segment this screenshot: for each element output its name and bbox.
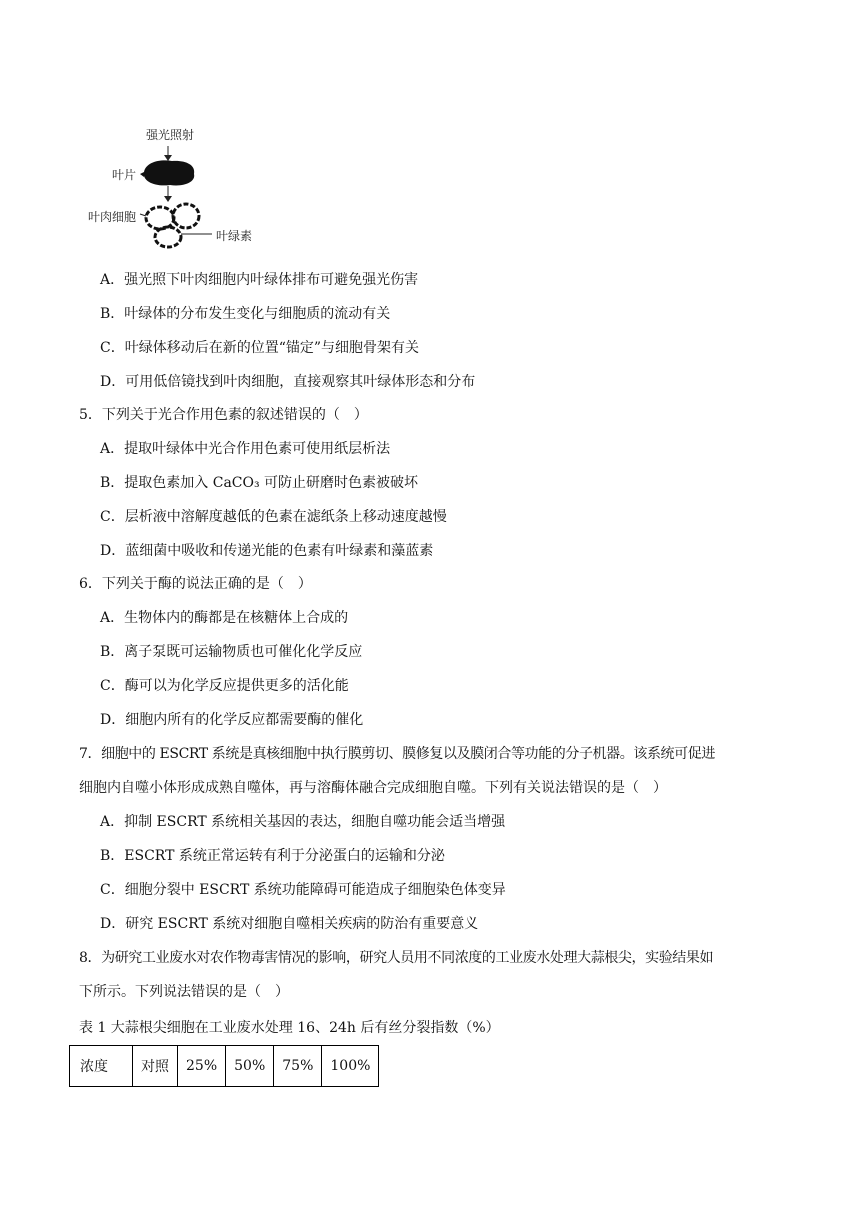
q4-option-c: C．叶绿体移动后在新的位置“锚定”与细胞骨架有关	[100, 340, 420, 356]
q8-stem-line1: 8．为研究工业废水对农作物毒害情况的影响，研究人员用不同浓度的工业废水处理大蒜根尖，实验结果如	[79, 950, 714, 966]
q6-option-c: C．酶可以为化学反应提供更多的活化能	[100, 678, 349, 694]
q6-option-a: A．生物体内的酶都是在核糖体上合成的	[100, 610, 349, 626]
label-mesophyll-cell: 叶肉细胞	[88, 210, 137, 224]
label-strong-light: 强光照射	[146, 128, 195, 142]
q7-option-b: B．ESCRT 系统正常运转有利于分泌蛋白的运输和分泌	[100, 848, 445, 864]
concentration-table	[69, 1045, 379, 1087]
cell-outline	[173, 204, 199, 228]
table-cell: 50%	[226, 1046, 274, 1087]
q4-option-b: B．叶绿体的分布发生变化与细胞质的流动有关	[100, 306, 391, 322]
q8-stem-line2: 下所示。下列说法错误的是（ ）	[79, 984, 289, 1000]
cell-outline	[155, 227, 181, 247]
chloroplast-diagram	[88, 124, 288, 252]
cell-outline	[146, 207, 174, 229]
q6-option-d: D．细胞内所有的化学反应都需要酶的催化	[100, 712, 364, 728]
q7-stem-line1: 7．细胞中的 ESCRT 系统是真核细胞中执行膜剪切、膜修复以及膜闭合等功能的分子机器。该系统可促进	[79, 746, 715, 762]
q5-stem: 5．下列关于光合作用色素的叙述错误的（ ）	[79, 407, 368, 423]
label-leaf: 叶片	[112, 168, 137, 182]
table-row	[70, 1046, 379, 1087]
q7-option-a: A．抑制 ESCRT 系统相关基因的表达，细胞自噬功能会适当增强	[100, 814, 506, 830]
label-chloroplast: 叶绿素	[216, 229, 253, 243]
q4-option-a: A．强光照下叶肉细胞内叶绿体排布可避免强光伤害	[100, 272, 419, 288]
q6-option-b: B．离子泵既可运输物质也可催化化学反应	[100, 644, 363, 660]
arrow-head-icon	[164, 155, 172, 161]
q6-stem: 6．下列关于酶的说法正确的是（ ）	[79, 576, 312, 592]
q7-option-d: D．研究 ESCRT 系统对细胞自噬相关疾病的防治有重要意义	[100, 916, 479, 932]
q5-option-c: C．层析液中溶解度越低的色素在滤纸条上移动速度越慢	[100, 509, 447, 525]
q5-option-b: B．提取色素加入 CaCO₃ 可防止研磨时色素被破坏	[100, 475, 419, 491]
table-cell: 100%	[322, 1046, 379, 1087]
q5-option-a: A．提取叶绿体中光合作用色素可使用纸层析法	[100, 441, 391, 457]
q7-stem-line2: 细胞内自噬小体形成成熟自噬体，再与溶酶体融合完成细胞自噬。下列有关说法错误的是（ ）	[79, 780, 667, 796]
table-cell: 25%	[178, 1046, 226, 1087]
table-cell: 浓度	[70, 1046, 133, 1087]
table-cell: 75%	[274, 1046, 322, 1087]
diagram-svg	[88, 124, 288, 252]
q4-option-d: D．可用低倍镜找到叶肉细胞，直接观察其叶绿体形态和分布	[100, 374, 476, 390]
q5-option-d: D．蓝细菌中吸收和传递光能的色素有叶绿素和藻蓝素	[100, 543, 434, 559]
table-cell: 对照	[133, 1046, 178, 1087]
leaf-shape	[144, 160, 194, 185]
table-caption: 表 1 大蒜根尖细胞在工业废水处理 16、24h 后有丝分裂指数（%）	[79, 1020, 500, 1036]
q7-option-c: C．细胞分裂中 ESCRT 系统功能障碍可能造成子细胞染色体变异	[100, 882, 506, 898]
